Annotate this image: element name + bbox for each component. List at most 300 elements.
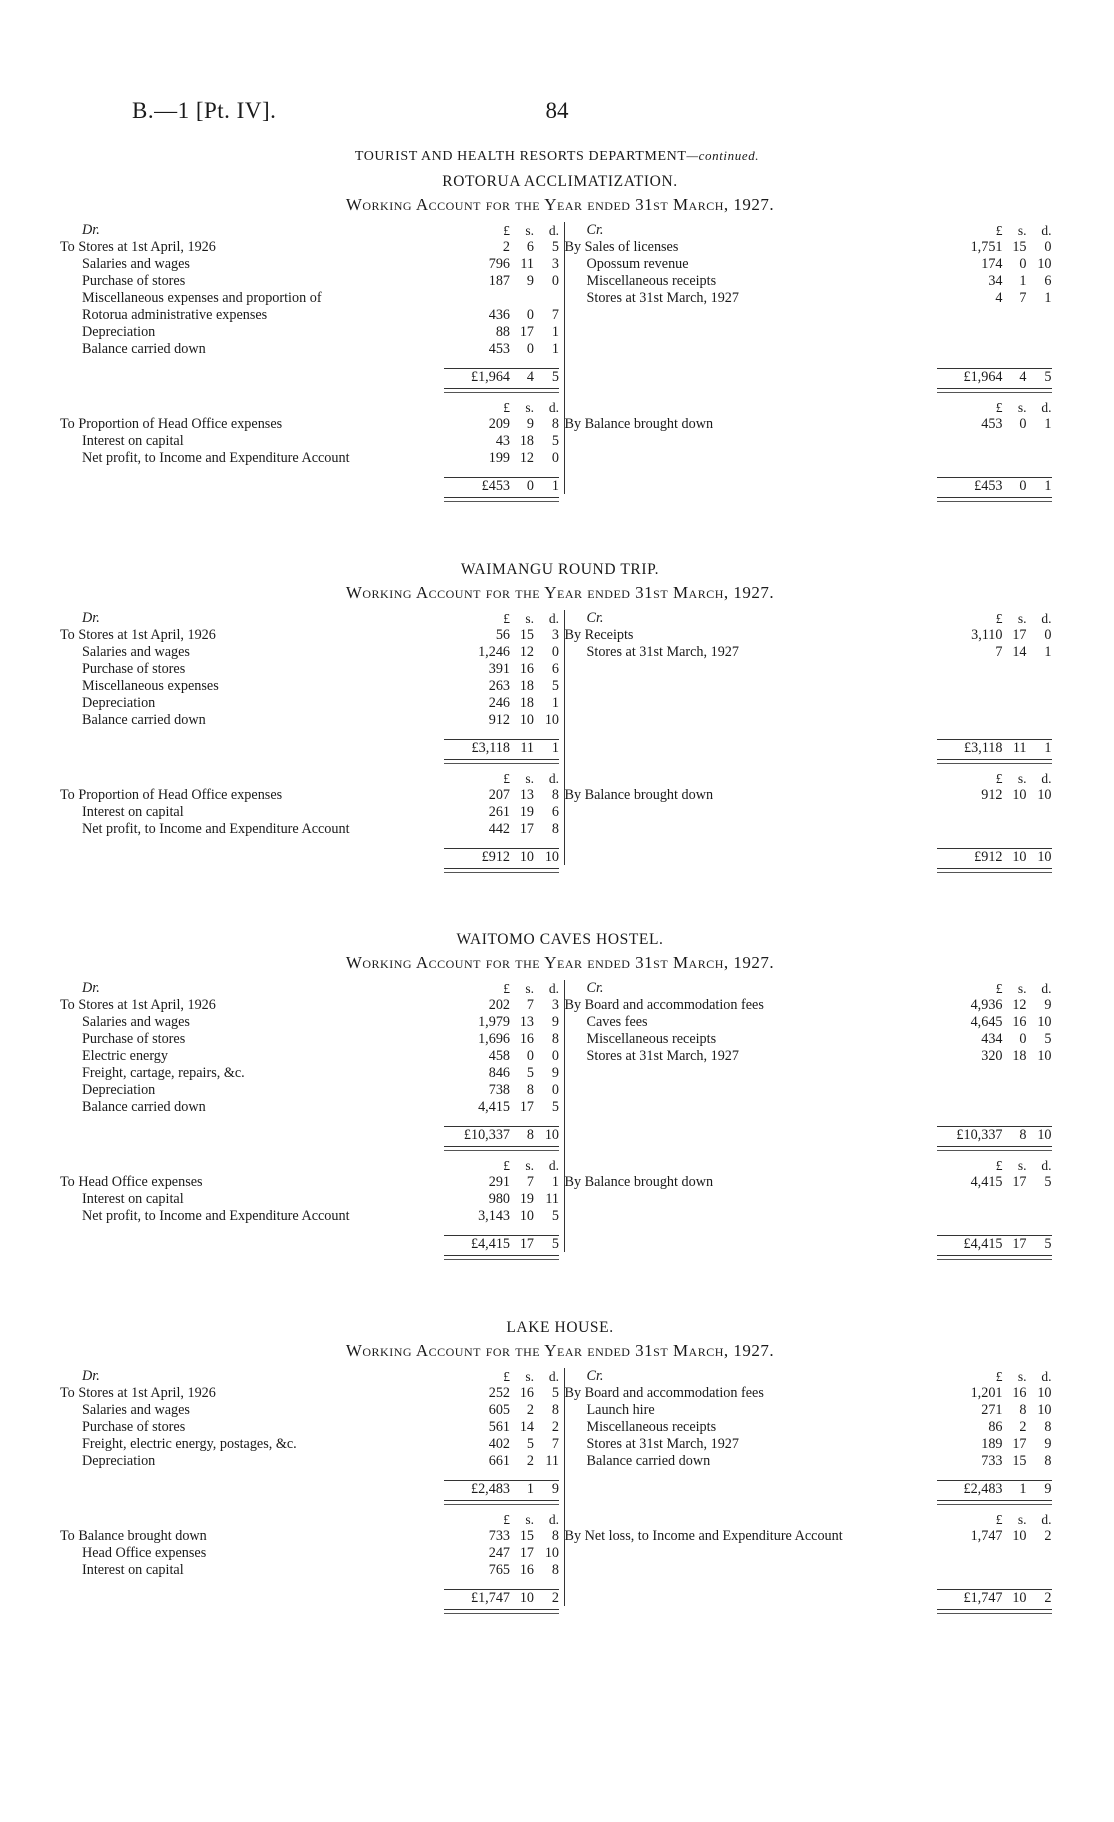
item-label: Miscellaneous expenses and proportion of <box>82 290 322 306</box>
account-row <box>60 1562 564 1579</box>
account-row <box>565 627 1061 644</box>
credit-side <box>565 980 1061 1252</box>
total-amount <box>444 368 559 386</box>
pence-header: d. <box>548 1158 559 1173</box>
item-amount <box>937 290 1052 307</box>
account-row <box>60 1082 564 1099</box>
pence: 5 <box>551 1208 559 1224</box>
pounds: 291 <box>488 1174 510 1190</box>
shillings: 0 <box>526 1048 534 1064</box>
total-amount <box>444 1480 559 1498</box>
pounds-header: £ <box>995 771 1003 786</box>
item-label: Salaries and wages <box>82 644 190 660</box>
item-amount <box>444 661 559 678</box>
item-amount <box>444 1031 559 1048</box>
page-number: 84 <box>545 98 569 123</box>
total-amount <box>937 368 1052 386</box>
pence: 1 <box>1044 644 1052 660</box>
shillings: 12 <box>519 450 534 466</box>
item-label: Purchase of stores <box>82 273 186 289</box>
item-label: By Balance brought down <box>564 416 714 432</box>
item-amount <box>937 997 1052 1014</box>
pounds: £1,747 <box>470 1590 510 1606</box>
item-label: Depreciation <box>82 1453 156 1469</box>
currency-header <box>444 399 559 416</box>
total-row <box>60 368 564 385</box>
account-row <box>565 256 1061 273</box>
shillings: 2 <box>1019 1419 1027 1435</box>
account-row <box>565 1048 1061 1065</box>
pounds: £10,337 <box>956 1127 1003 1143</box>
total-row <box>60 848 564 865</box>
pence: 2 <box>551 1419 559 1435</box>
shillings: 19 <box>519 804 534 820</box>
pounds: £2,483 <box>963 1481 1003 1497</box>
item-amount <box>937 627 1052 644</box>
pence: 8 <box>551 821 559 837</box>
pence-header: d. <box>1041 1158 1052 1173</box>
pence: 9 <box>551 1014 559 1030</box>
item-amount <box>937 1528 1052 1545</box>
shillings: 2 <box>526 1402 534 1418</box>
item-label: Purchase of stores <box>82 661 186 677</box>
pounds: 3,110 <box>971 627 1003 643</box>
pence: 5 <box>551 239 559 255</box>
account-row <box>565 1453 1061 1470</box>
item-label: Purchase of stores <box>82 1031 186 1047</box>
shillings: 8 <box>526 1082 534 1098</box>
total-amount <box>937 1235 1052 1253</box>
pounds: 56 <box>495 627 510 643</box>
account-row <box>565 1031 1061 1048</box>
item-label: Interest on capital <box>82 433 184 449</box>
item-amount <box>937 1174 1052 1191</box>
pounds-header: £ <box>995 611 1003 626</box>
shillings: 4 <box>1019 369 1027 385</box>
shillings: 10 <box>1012 1528 1027 1544</box>
total-amount <box>937 739 1052 757</box>
section-title: ROTORUA ACCLIMATIZATION. <box>442 173 678 190</box>
shillings-header: s. <box>525 400 534 415</box>
amount-header <box>565 1157 1061 1174</box>
shillings: 15 <box>1012 1453 1027 1469</box>
section-subtitle: Working Account for the Year ended 31st March, 1927. <box>345 953 775 972</box>
currency-header <box>444 1368 559 1385</box>
pence-header: d. <box>548 981 559 996</box>
item-amount <box>937 1419 1052 1436</box>
pounds: 1,201 <box>970 1385 1003 1401</box>
account-row <box>60 1065 564 1082</box>
pence: 5 <box>1044 1031 1052 1047</box>
pounds: 271 <box>981 1402 1003 1418</box>
item-amount <box>444 1014 559 1031</box>
shillings: 9 <box>526 416 534 432</box>
account-section <box>60 1318 1060 1606</box>
item-amount <box>444 1065 559 1082</box>
pounds: £453 <box>481 478 510 494</box>
account-row <box>60 1528 564 1545</box>
shillings: 0 <box>526 478 534 494</box>
pence-header: d. <box>548 771 559 786</box>
shillings: 0 <box>1019 256 1027 272</box>
amount-header <box>565 1511 1061 1528</box>
column-header <box>60 1368 564 1385</box>
pence-header: d. <box>1041 981 1052 996</box>
account-row <box>60 1402 564 1419</box>
pounds: 263 <box>488 678 510 694</box>
total-amount <box>444 848 559 866</box>
pence-header: d. <box>1041 223 1052 238</box>
pounds-header: £ <box>503 1512 510 1527</box>
pounds: 207 <box>488 787 510 803</box>
shillings: 17 <box>1012 1436 1027 1452</box>
item-label: Balance carried down <box>82 1099 206 1115</box>
pounds: 247 <box>488 1545 510 1561</box>
item-label: Miscellaneous expenses <box>82 678 219 694</box>
pence: 1 <box>551 1174 559 1190</box>
pence-header: d. <box>548 400 559 415</box>
total-amount <box>444 477 559 495</box>
pounds: 4 <box>995 290 1003 306</box>
item-amount <box>444 256 559 273</box>
pounds: 86 <box>988 1419 1003 1435</box>
shillings: 1 <box>526 1481 534 1497</box>
account-row <box>60 307 564 324</box>
account-row <box>60 1014 564 1031</box>
pence: 10 <box>1037 1014 1052 1030</box>
pounds: £912 <box>481 849 510 865</box>
amount-header <box>60 399 564 416</box>
item-amount <box>937 239 1052 256</box>
item-amount <box>444 1174 559 1191</box>
pounds: 733 <box>488 1528 510 1544</box>
item-amount <box>444 997 559 1014</box>
item-label: Depreciation <box>82 1082 156 1098</box>
account-row <box>565 239 1061 256</box>
column-header <box>60 610 564 627</box>
department-continued: —continued. <box>686 148 760 163</box>
pence: 11 <box>545 1191 559 1207</box>
working-account <box>60 1368 1060 1606</box>
shillings: 11 <box>520 740 534 756</box>
pounds: 738 <box>488 1082 510 1098</box>
shillings: 16 <box>519 661 534 677</box>
shillings: 14 <box>1012 644 1027 660</box>
pounds: 4,415 <box>478 1099 510 1115</box>
account-row <box>60 661 564 678</box>
shillings-header: s. <box>1017 1369 1027 1384</box>
shillings-header: s. <box>525 1158 534 1173</box>
shillings-header: s. <box>1017 223 1027 238</box>
item-label: Depreciation <box>82 324 156 340</box>
item-label: Balance carried down <box>586 1453 711 1469</box>
pence: 5 <box>1044 1236 1052 1252</box>
pence: 1 <box>1044 478 1052 494</box>
item-amount <box>444 1419 559 1436</box>
department-heading <box>0 148 1114 165</box>
currency-header <box>937 770 1052 787</box>
item-label: By Board and accommodation fees <box>564 997 764 1013</box>
shillings-header: s. <box>1017 611 1027 626</box>
shillings: 8 <box>1019 1127 1027 1143</box>
item-label: To Balance brought down <box>60 1528 207 1544</box>
item-amount <box>444 1385 559 1402</box>
shillings: 17 <box>1012 627 1027 643</box>
item-amount <box>937 1031 1052 1048</box>
currency-header <box>444 610 559 627</box>
account-row <box>60 290 564 307</box>
currency-header <box>444 1511 559 1528</box>
shillings: 18 <box>519 433 534 449</box>
item-label: Purchase of stores <box>82 1419 186 1435</box>
account-row <box>60 450 564 467</box>
account-row <box>60 1545 564 1562</box>
item-label: Launch hire <box>586 1402 655 1418</box>
item-amount <box>444 627 559 644</box>
pounds-header: £ <box>503 223 510 238</box>
shillings: 18 <box>1012 1048 1027 1064</box>
item-label: Interest on capital <box>82 1191 184 1207</box>
pounds: 436 <box>488 307 510 323</box>
pence: 1 <box>551 695 559 711</box>
pounds-header: £ <box>995 1512 1003 1527</box>
shillings: 16 <box>519 1031 534 1047</box>
total-row <box>60 1235 564 1252</box>
item-amount <box>444 712 559 729</box>
shillings: 17 <box>1012 1174 1027 1190</box>
pence: 8 <box>551 1528 559 1544</box>
total-row <box>565 1480 1061 1497</box>
section-subtitle: Working Account for the Year ended 31st March, 1927. <box>345 195 775 214</box>
account-row <box>565 1436 1061 1453</box>
shillings: 10 <box>519 1590 534 1606</box>
pounds: 561 <box>488 1419 510 1435</box>
account-row <box>60 256 564 273</box>
pence: 8 <box>551 1562 559 1578</box>
section-title: WAIMANGU ROUND TRIP. <box>460 561 660 578</box>
account-row <box>60 273 564 290</box>
currency-header <box>937 610 1052 627</box>
pence: 9 <box>551 1065 559 1081</box>
pence: 10 <box>1037 256 1052 272</box>
total-row <box>60 1126 564 1143</box>
item-label: By Net loss, to Income and Expenditure Account <box>564 1528 843 1544</box>
pence: 9 <box>1044 1436 1052 1452</box>
pounds: 261 <box>488 804 510 820</box>
currency-header <box>937 1511 1052 1528</box>
pence: 5 <box>551 1236 559 1252</box>
total-row <box>60 1589 564 1606</box>
pounds-header: £ <box>503 1369 510 1384</box>
total-row <box>60 739 564 756</box>
pounds: 846 <box>488 1065 510 1081</box>
shillings-header: s. <box>1017 1512 1027 1527</box>
pence: 7 <box>551 1436 559 1452</box>
pence: 5 <box>1044 369 1052 385</box>
account-row <box>60 341 564 358</box>
pence: 2 <box>551 1590 559 1606</box>
total-row <box>565 477 1061 494</box>
shillings: 15 <box>519 627 534 643</box>
account-row <box>60 997 564 1014</box>
shillings: 10 <box>519 1208 534 1224</box>
total-row <box>565 739 1061 756</box>
cr-label: Cr. <box>586 222 604 238</box>
shillings: 17 <box>519 1236 534 1252</box>
pounds: 1,246 <box>478 644 510 660</box>
pounds: £1,964 <box>963 369 1003 385</box>
total-row <box>60 1480 564 1497</box>
pounds: 1,747 <box>970 1528 1003 1544</box>
shillings-header: s. <box>525 981 534 996</box>
item-label: Interest on capital <box>82 804 184 820</box>
item-amount <box>444 1402 559 1419</box>
shillings: 16 <box>1012 1385 1027 1401</box>
item-amount <box>444 416 559 433</box>
item-amount <box>937 1453 1052 1470</box>
shillings: 19 <box>519 1191 534 1207</box>
pence: 0 <box>551 1082 559 1098</box>
pounds-header: £ <box>995 1158 1003 1173</box>
total-amount <box>444 1235 559 1253</box>
pence: 7 <box>551 307 559 323</box>
pounds: 765 <box>488 1562 510 1578</box>
shillings: 14 <box>519 1419 534 1435</box>
pounds: 733 <box>981 1453 1003 1469</box>
pounds: 43 <box>495 433 510 449</box>
pounds: 174 <box>981 256 1003 272</box>
account-row <box>565 1419 1061 1436</box>
item-label: Stores at 31st March, 1927 <box>586 1048 739 1064</box>
pence: 8 <box>551 787 559 803</box>
column-header <box>60 222 564 239</box>
section-title: LAKE HOUSE. <box>506 1319 614 1336</box>
account-row <box>60 695 564 712</box>
pounds: 246 <box>488 695 510 711</box>
account-row <box>565 787 1061 804</box>
pounds: 189 <box>981 1436 1003 1452</box>
account-row <box>60 678 564 695</box>
total-amount <box>937 1589 1052 1607</box>
pence-header: d. <box>548 611 559 626</box>
pence: 10 <box>1037 849 1052 865</box>
pounds: 1,979 <box>478 1014 510 1030</box>
account-row <box>60 324 564 341</box>
item-amount <box>444 450 559 467</box>
account-section <box>60 930 1060 1252</box>
item-label: To Head Office expenses <box>60 1174 203 1190</box>
item-label: Caves fees <box>586 1014 648 1030</box>
shillings: 2 <box>526 1453 534 1469</box>
pounds: 88 <box>495 324 510 340</box>
pounds: 202 <box>488 997 510 1013</box>
pounds-header: £ <box>995 223 1003 238</box>
total-amount <box>937 1126 1052 1144</box>
pence: 1 <box>551 341 559 357</box>
column-header <box>565 610 1061 627</box>
dr-label: Dr. <box>82 222 100 238</box>
pounds: £453 <box>974 478 1003 494</box>
item-label: Depreciation <box>82 695 156 711</box>
item-amount <box>444 695 559 712</box>
shillings: 7 <box>526 1174 534 1190</box>
working-account <box>60 610 1060 865</box>
item-amount <box>444 1436 559 1453</box>
amount-header <box>60 1511 564 1528</box>
shillings: 16 <box>1012 1014 1027 1030</box>
shillings: 0 <box>526 341 534 357</box>
pence: 10 <box>544 712 559 728</box>
cr-label: Cr. <box>586 1368 604 1384</box>
item-amount <box>444 324 559 341</box>
account-row <box>60 1048 564 1065</box>
pence: 6 <box>1044 273 1052 289</box>
pounds-header: £ <box>503 611 510 626</box>
pence: 0 <box>1044 627 1052 643</box>
item-amount <box>444 1099 559 1116</box>
pounds: 661 <box>488 1453 510 1469</box>
shillings: 17 <box>519 1099 534 1115</box>
shillings: 10 <box>519 712 534 728</box>
pence: 0 <box>551 644 559 660</box>
debit-side <box>60 980 565 1252</box>
item-label: By Receipts <box>564 627 634 643</box>
shillings-header: s. <box>525 1512 534 1527</box>
section-title: WAITOMO CAVES HOSTEL. <box>456 931 664 948</box>
pounds: 458 <box>488 1048 510 1064</box>
item-label: Balance carried down <box>82 341 206 357</box>
pounds: 605 <box>488 1402 510 1418</box>
pence: 8 <box>1044 1419 1052 1435</box>
working-account <box>60 222 1060 494</box>
pounds: 453 <box>981 416 1003 432</box>
pounds-header: £ <box>503 1158 510 1173</box>
pence: 1 <box>1044 416 1052 432</box>
account-row <box>60 1099 564 1116</box>
shillings: 16 <box>519 1385 534 1401</box>
shillings: 17 <box>1012 1236 1027 1252</box>
shillings: 7 <box>1019 290 1027 306</box>
shillings-header: s. <box>1017 1158 1027 1173</box>
pence: 1 <box>551 324 559 340</box>
pounds: 912 <box>488 712 510 728</box>
pence: 2 <box>1044 1528 1052 1544</box>
shillings-header: s. <box>525 223 534 238</box>
pence: 1 <box>1044 290 1052 306</box>
item-label: Rotorua administrative expenses <box>82 307 268 323</box>
account-row <box>60 1385 564 1402</box>
pence: 5 <box>551 369 559 385</box>
item-amount <box>444 1545 559 1562</box>
pence: 1 <box>551 740 559 756</box>
shillings: 5 <box>526 1436 534 1452</box>
pence: 10 <box>1037 787 1052 803</box>
pounds: 912 <box>981 787 1003 803</box>
pounds: 199 <box>488 450 510 466</box>
total-row <box>565 368 1061 385</box>
pence: 10 <box>1037 1385 1052 1401</box>
item-amount <box>444 678 559 695</box>
pounds-header: £ <box>503 400 510 415</box>
section-subtitle: Working Account for the Year ended 31st March, 1927. <box>345 1341 775 1360</box>
shillings: 0 <box>1019 478 1027 494</box>
column-header <box>60 980 564 997</box>
item-label: To Proportion of Head Office expenses <box>60 416 283 432</box>
account-row <box>60 1208 564 1225</box>
item-label: Stores at 31st March, 1927 <box>586 1436 739 1452</box>
shillings: 16 <box>519 1562 534 1578</box>
account-row <box>60 1191 564 1208</box>
